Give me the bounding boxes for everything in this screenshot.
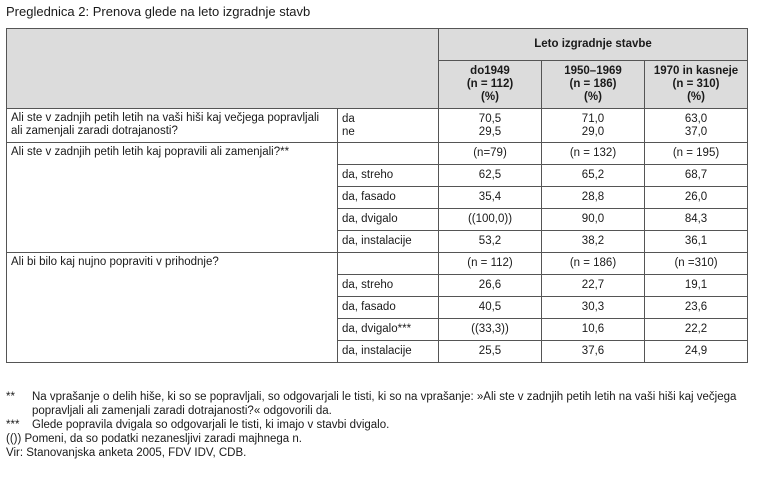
answer-cell: da, instalacije	[338, 231, 439, 253]
answer-cell: da, fasado	[338, 297, 439, 319]
footnote-text: Glede popravila dvigala so odgovarjali le tisti, ki imajo v stavbi dvigalo.	[32, 419, 390, 431]
column-header-1950-1969: 1950–1969 (n = 186) (%)	[542, 61, 645, 109]
footnote-marker: **	[6, 391, 15, 403]
value-cell: 36,1	[645, 231, 748, 253]
source-note: Vir: Stanovanjska anketa 2005, FDV IDV, CDB.	[6, 447, 247, 459]
value-cell: ((100,0))	[439, 209, 542, 231]
value-cell: 84,3	[645, 209, 748, 231]
value-cell: 26,6	[439, 275, 542, 297]
n-cell: (n=79)	[439, 143, 542, 165]
answer-cell	[338, 253, 439, 275]
answer-cell	[338, 143, 439, 165]
answer-cell: da, streho	[338, 275, 439, 297]
n-cell: (n = 112)	[439, 253, 542, 275]
renovation-table	[6, 28, 748, 363]
footnote-2	[6, 418, 751, 432]
value-cell: 53,2	[439, 231, 542, 253]
value-cell: 40,5	[439, 297, 542, 319]
caption-label: Preglednica 2:	[6, 4, 90, 19]
value-cell: 37,6	[542, 341, 645, 363]
value-cell: 62,5	[439, 165, 542, 187]
footnote-3: (()) Pomeni, da so podatki nezanesljivi zaradi majhnega n.	[6, 433, 302, 445]
caption-title: Prenova glede na leto izgradnje stavb	[89, 4, 311, 19]
value-cell: 28,8	[542, 187, 645, 209]
value-cell: 26,0	[645, 187, 748, 209]
answer-cell: da, dvigalo	[338, 209, 439, 231]
answer-cell: da, instalacije	[338, 341, 439, 363]
value-cell: 19,1	[645, 275, 748, 297]
table-row	[7, 253, 748, 275]
answer-cell: da ne	[338, 109, 439, 143]
value-cell: 70,5 29,5	[439, 109, 542, 143]
group-header: Leto izgradnje stavbe	[439, 29, 748, 61]
footnote-text: Na vprašanje o delih hiše, ki so se popravljali, so odgovarjali le tisti, ki so na vprašanje: »Ali ste v zadnjih petih letih na vaši hiši kaj večjega popravljali ali zamenjali zaradi dotrajanosti?« odgovorili da.	[32, 391, 737, 417]
column-header-1970: 1970 in kasneje (n = 310) (%)	[645, 61, 748, 109]
value-cell: 68,7	[645, 165, 748, 187]
value-cell: 35,4	[439, 187, 542, 209]
n-cell: (n = 195)	[645, 143, 748, 165]
answer-cell: da, dvigalo***	[338, 319, 439, 341]
table-row	[7, 109, 748, 143]
value-cell: 71,0 29,0	[542, 109, 645, 143]
column-header-do1949: do1949 (n = 112) (%)	[439, 61, 542, 109]
value-cell: 63,0 37,0	[645, 109, 748, 143]
value-cell: 10,6	[542, 319, 645, 341]
value-cell: 38,2	[542, 231, 645, 253]
n-cell: (n = 186)	[542, 253, 645, 275]
value-cell: 25,5	[439, 341, 542, 363]
table-row	[7, 143, 748, 165]
answer-cell: da, fasado	[338, 187, 439, 209]
value-cell: 65,2	[542, 165, 645, 187]
value-cell: 22,7	[542, 275, 645, 297]
value-cell: 90,0	[542, 209, 645, 231]
value-cell: 24,9	[645, 341, 748, 363]
footnotes	[6, 390, 751, 460]
question-2: Ali ste v zadnjih petih letih kaj popravili ali zamenjali?**	[7, 143, 338, 253]
n-cell: (n = 132)	[542, 143, 645, 165]
answer-cell: da, streho	[338, 165, 439, 187]
footnote-1	[6, 390, 751, 418]
value-cell: 22,2	[645, 319, 748, 341]
value-cell: 30,3	[542, 297, 645, 319]
table-caption	[6, 4, 310, 19]
footnote-marker: ***	[6, 419, 20, 431]
header-empty-cell	[7, 29, 439, 109]
n-cell: (n =310)	[645, 253, 748, 275]
question-3: Ali bi bilo kaj nujno popraviti v prihodnje?	[7, 253, 338, 363]
value-cell: 23,6	[645, 297, 748, 319]
question-1: Ali ste v zadnjih petih letih na vaši hiši kaj večjega popravljali ali zamenjali zaradi dotrajanosti?	[7, 109, 338, 143]
value-cell: ((33,3))	[439, 319, 542, 341]
